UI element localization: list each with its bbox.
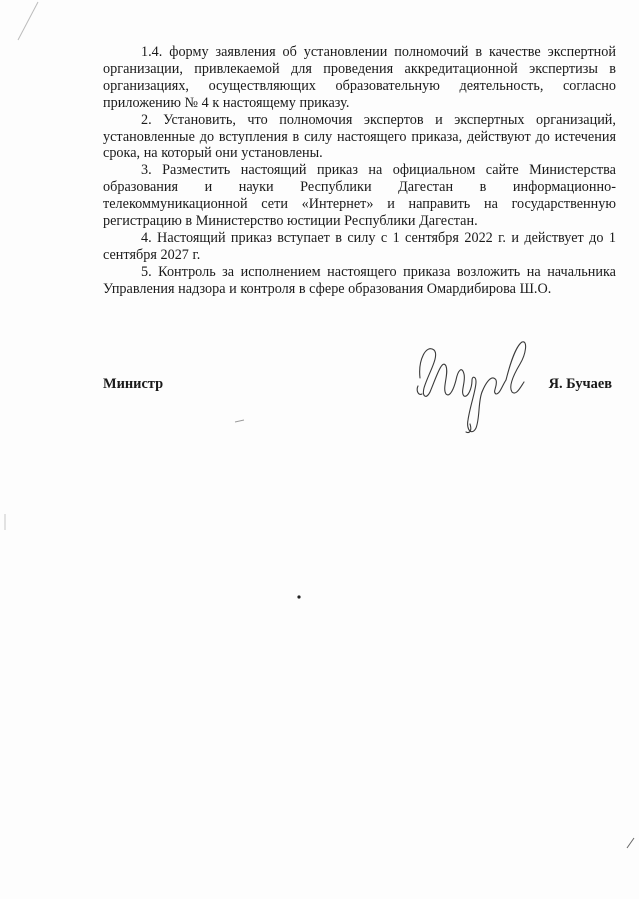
signer-name: Я. Бучаев [548,376,612,392]
scan-edge-mark [2,512,8,532]
paragraph-2: 2. Установить, что полномочия экспертов и экспертных организаций, установленные до вступления в силу настоящего приказа, действуют до истечения срока, на который они установлены. [103,111,616,162]
paragraph-4: 4. Настоящий приказ вступает в силу с 1 сентября 2022 г. и действует до 1 сентября 2027 г. [103,229,616,263]
scan-edge-mark [0,0,40,60]
handwritten-signature [412,330,532,442]
signature-block [103,376,616,394]
paragraph-5: 5. Контроль за исполнением настоящего приказа возложить на начальника Управления надзора и контроля в сфере образования Омардибирова Ш.О. [103,263,616,297]
paragraph-3: 3. Разместить настоящий приказ на официальном сайте Министерства образования и науки Республики Дагестан в информационно-телекоммуникационной сети «Интернет» и направить на государственную регистрацию в Министерство юстиции Республики Дагестан. [103,162,616,230]
scan-dot [234,418,246,424]
document-body [103,44,616,298]
signer-title: Министр [103,376,164,392]
paragraph-1-4: 1.4. форму заявления об установлении полномочий в качестве экспертной организации, привлекаемой для проведения аккредитационной экспертизы в организациях, осуществляющих образовательную деятельность, согласно приложению № 4 к настоящему приказу. [103,44,616,111]
scan-dot [296,594,302,600]
scan-edge-mark [624,836,636,850]
